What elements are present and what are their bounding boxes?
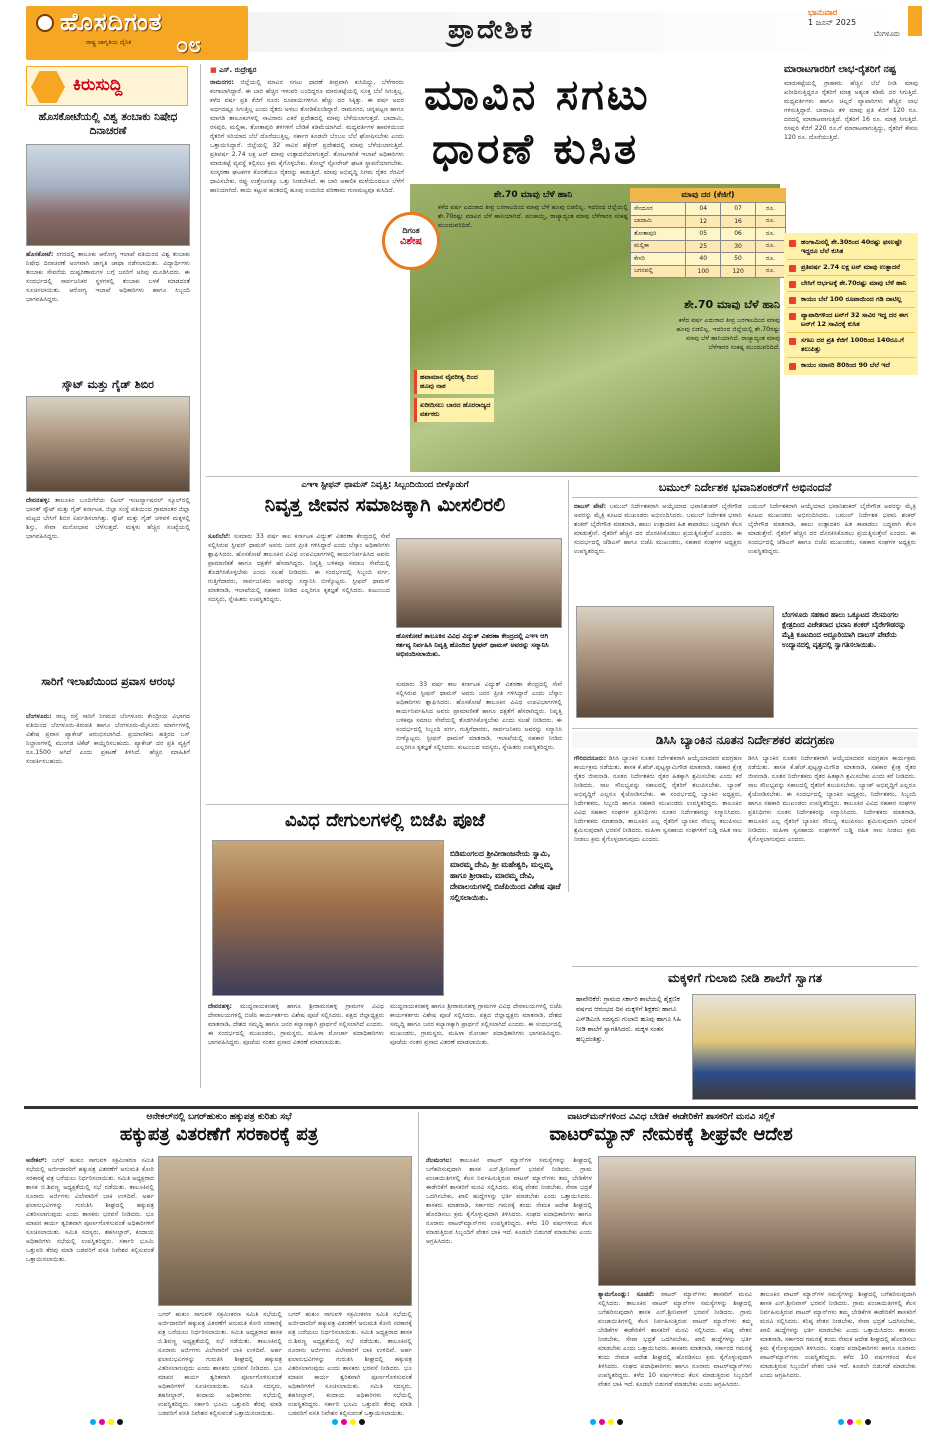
rate-cell: ರೂ. xyxy=(755,240,785,253)
story-body: ದೇವನಹಳ್ಳಿ: ತಾಲೂಕಿನ ಬೂದಿಗೆರೆಯ ಲಿಟಲ್ ಇಂಟರ್ನ್ಯಾಷನಲ್ ಸ್ಕೂಲ್‌ನಲ್ಲಿ ಭಾರತ್ ಸ್ಕೌಟ್ ಮತ್ತು ಗೈಡ್ ಕರ್ನಾಟಕ, ಜಿಲ್ಲಾ ಸಂಸ್ಥೆ ವತಿಯಿಂದ ಗ್ರಾಮಾಂತರ ಜಿಲ್ಲಾ ಮಟ್ಟದ ಬೇಸಿಗೆ ಶಿಬಿರ ಏರ್ಪಡಿಸಲಾಗಿತ್ತು. ಸ್ಕೌಟ್ ಮತ್ತು ಗೈಡ್ ಚಳವಳಿ ಮಕ್ಕಳಲ್ಲಿ ಶಿಸ್ತು, ಸೇವಾ ಮನೋಭಾವ ಬೆಳೆಸುತ್ತದೆ. ಮಕ್ಕಳು ಹೆಚ್ಚಿನ ಸಂಖ್ಯೆಯಲ್ಲಿ ಭಾಗವಹಿಸಿದ್ದರು. xyxy=(26,497,190,540)
tag-item: ಹವಾಮಾನ ವೈಪರೀತ್ಯ ದಿಂದ ಹೂವು ನಾಶ xyxy=(414,370,494,394)
retire-headline: ನಿವೃತ್ತ ಜೀವನ ಸಮಾಜಕ್ಕಾಗಿ ಮೀಸಲಿರಲಿ xyxy=(264,494,506,516)
anekal-photo xyxy=(158,1156,412,1306)
rate-table xyxy=(630,188,786,278)
bamul-caption: ಬೆಂಗಳೂರು ಸಹಕಾರ ಹಾಲು ಒಕ್ಕೂಟದ ನೆಲಮಂಗಲ ಕ್ಷೇತ್ರದಿಂದ ವಿಜೇತರಾದ ಭವಾನಿ ಶಂಕರ್ ಬೈರೇಗೌಡರನ್ನು ಮೈತ್ರಿ ಕೂಟದಿಂದ ಅದ್ದೂರಿಯಾಗಿ ದಾಬಸ್ ಪೇಟೆಯ ಉದ್ಯಾನದಲ್ಲಿ ವೃತ್ತದಲ್ಲಿ ಸ್ವಾಗತಿಸಲಾಯಿತು. xyxy=(782,611,906,649)
temple-caption: ಬಿಡಿಮಂಗಲದ ಶ್ರೀವೀರಾಂಜನೇಯ ಸ್ವಾಮಿ, ಮಾರಮ್ಮ ದೇವಿ, ಶ್ರೀ ಮಹೇಶ್ವರಿ, ಮಲ್ಲಮ್ಮ ಹಾಗೂ ಶ್ರೀರಾಮ, ಮಾರಮ್ಮ ದೇವಿ, ದೇವಾಲಯಗಳಲ್ಲಿ ಬಿಜೆಪಿಯಿಂದ ವಿಶೇಷ ಪೂಜೆ ಸಲ್ಲಿಸಲಾಯಿತು. xyxy=(450,849,561,902)
registration-marks xyxy=(838,1410,874,1429)
anekal-body-cont2: ಬಗರ್ ಹುಕುಂ ಸಾಗುವಳಿ ಸಕ್ರಮೀಕರಣ ಸಮಿತಿ ಸಭೆಯಲ್ಲಿ ಅರ್ಜಿದಾರರಿಗೆ ಹಕ್ಕುಪತ್ರ ವಿತರಣೆಗೆ ಅನುಮತಿ ಕೋರಿ ಸರಕಾರಕ್ಕೆ ಪತ್ರ ಬರೆಯಲು ನಿರ್ಧರಿಸಲಾಯಿತು. ಸಮಿತಿ ಅಧ್ಯಕ್ಷರಾದ ಶಾಸಕ ಬಿ.ಶಿವಣ್ಣ ಅಧ್ಯಕ್ಷತೆಯಲ್ಲಿ ಸಭೆ ನಡೆಯಿತು. ತಾಲೂಕಿನಲ್ಲಿ ನೂರಾರು ಅರ್ಜಿಗಳು ವಿಲೇವಾರಿಗೆ ಬಾಕಿ ಉಳಿದಿವೆ. ಅರ್ಹ ಫಲಾನುಭವಿಗಳನ್ನು ಗುರುತಿಸಿ ಶೀಘ್ರದಲ್ಲಿ ಹಕ್ಕುಪತ್ರ ವಿತರಿಸಲಾಗುವುದು ಎಂದು ಶಾಸಕರು ಭರವಸೆ ನೀಡಿದರು. ಭೂ ಮಾಪನ ಕಾರ್ಯ ತ್ವರಿತವಾಗಿ ಪೂರ್ಣಗೊಳಿಸುವಂತೆ ಅಧಿಕಾರಿಗಳಿಗೆ ಸೂಚಿಸಲಾಯಿತು. ಸಮಿತಿ ಸದಸ್ಯರು, ತಹಸೀಲ್ದಾರ್, ಕಂದಾಯ ಅಧಿಕಾರಿಗಳು ಸಭೆಯಲ್ಲಿ ಉಪಸ್ಥಿತರಿದ್ದರು. ಸರ್ಕಾರಿ ಭೂಮಿ ಒತ್ತುವರಿ ತೆರವು ಮಾಡಿ ಬಡವರಿಗೆ ವಸತಿ ನಿವೇಶನ ಕಲ್ಪಿಸುವಂತೆ ಒತ್ತಾಯಿಸಲಾಯಿತು. xyxy=(288,1311,412,1417)
rate-cell: ಸೇಂದೂರ xyxy=(631,203,686,216)
registration-marks xyxy=(90,1410,126,1429)
date: 1 ಜೂನ್ 2025 xyxy=(808,18,857,27)
waterman-photo xyxy=(598,1156,916,1286)
kids-caption: ಹಾವೇರಿಕೆರೆ: ಗ್ರಾಮದ ಸರ್ಕಾರಿ ಶಾಲೆಯಲ್ಲಿ ಶೈಕ್ಷಣಿಕ ವರ್ಷದ ಆರಂಭದ ದಿನ ಮಕ್ಕಳಿಗೆ ಶಿಕ್ಷಕರು ಹಾಗೂ ಎಸ್‌ಡಿಎಂಸಿ ಸದಸ್ಯರು ಗುಲಾಬಿ ಹೂವು ಹಾಗೂ ಸಿಹಿ ನೀಡಿ ಶಾಲೆಗೆ ಸ್ವಾಗತಿಸಿದರು. ಮಕ್ಕಳ ಸಂತಸ ಹಬ್ಬದಂತಿತ್ತು. xyxy=(576,995,681,1043)
city: ಬೆಂಗಳೂರು xyxy=(873,30,900,38)
rate-row xyxy=(631,215,786,228)
temple-photo xyxy=(212,840,444,996)
fact-bullet: ಕಾಯಂ ಸರಾಸರಿ 80ರಿಂದ 90 ಬೆಲೆ ಇದೆ xyxy=(787,358,915,373)
rate-row xyxy=(631,203,786,216)
divider xyxy=(206,476,918,477)
page-number: ೦೮ xyxy=(176,33,201,58)
waterman-body: ನೆಲಮಂಗಲ: ತಾಲೂಕಿನ ವಾಟರ್ ಮ್ಯಾನ್‌ಗಳ ಸಮಸ್ಯೆಗಳನ್ನು ಶೀಘ್ರದಲ್ಲಿ ಬಗೆಹರಿಸುವುದಾಗಿ ಶಾಸಕ ಎನ್.ಶ್ರೀನಿವಾಸ್ ಭರವಸೆ ನೀಡಿದರು. ಗ್ರಾಮ ಪಂಚಾಯಿತಿಗಳಲ್ಲಿ ಕೆಲಸ ನಿರ್ವಹಿಸುತ್ತಿರುವ ವಾಟರ್ ಮ್ಯಾನ್‌ಗಳು ತಮ್ಮ ಬೇಡಿಕೆಗಳ ಈಡೇರಿಕೆಗೆ ಶಾಸಕರಿಗೆ ಮನವಿ ಸಲ್ಲಿಸಿದರು. ಕನಿಷ್ಠ ವೇತನ ನೀಡಬೇಕು, ಸೇವಾ ಭದ್ರತೆ ಒದಗಿಸಬೇಕು, ಖಾಲಿ ಹುದ್ದೆಗಳನ್ನು ಭರ್ತಿ ಮಾಡಬೇಕು ಎಂದು ಒತ್ತಾಯಿಸಿದರು. ಶಾಸಕರು ಮಾತನಾಡಿ, ಸರ್ಕಾರದ ಗಮನಕ್ಕೆ ತಂದು ನೇಮಕ ಆದೇಶ ಶೀಘ್ರದಲ್ಲಿ ಹೊರಡಿಸಲು ಕ್ರಮ ಕೈಗೊಳ್ಳುವುದಾಗಿ ತಿಳಿಸಿದರು. ಸಂಘದ ಪದಾಧಿಕಾರಿಗಳು ಹಾಗೂ ನೂರಾರು ವಾಟರ್‌ಮ್ಯಾನ್‌ಗಳು ಉಪಸ್ಥಿತರಿದ್ದರು. ಕಳೆದ 10 ವರ್ಷಗಳಿಂದ ಕೆಲಸ ಮಾಡುತ್ತಿರುವ ಸಿಬ್ಬಂದಿಗೆ ವೇತನ ಬಾಕಿ ಇದೆ. ಕೂಡಲೇ ಬಿಡುಗಡೆ ಮಾಡಬೇಕು ಎಂದು ಆಗ್ರಹಿಸಿದರು. xyxy=(426,1157,593,1245)
brand-tagline: ರಾಷ್ಟ್ರ ಜಾಗೃತಿಯ ದೈನಿಕ xyxy=(86,39,132,46)
rate-cell: 120 xyxy=(721,265,756,278)
story-headline: ಸಾರಿಗೆ ಇಲಾಖೆಯಿಂದ ಪ್ರವಾಸ ಆರಂಭ xyxy=(41,675,175,688)
rate-cell: 100 xyxy=(686,265,721,278)
waterman-story xyxy=(424,1112,918,1408)
waterman-caption: ತ್ಯಾಮಗೊಂಡ್ಲು: ಸೂಚನೆ: ವಾಟರ್ ಮ್ಯಾನ್‌ಗಳು ಶಾಸಕರಿಗೆ ಮನವಿ ಸಲ್ಲಿಸಿದರು. ತಾಲೂಕಿನ ವಾಟರ್ ಮ್ಯಾನ್‌ಗಳ ಸಮಸ್ಯೆಗಳನ್ನು ಶೀಘ್ರದಲ್ಲಿ ಬಗೆಹರಿಸುವುದಾಗಿ ಶಾಸಕ ಎನ್.ಶ್ರೀನಿವಾಸ್ ಭರವಸೆ ನೀಡಿದರು. ಗ್ರಾಮ ಪಂಚಾಯಿತಿಗಳಲ್ಲಿ ಕೆಲಸ ನಿರ್ವಹಿಸುತ್ತಿರುವ ವಾಟರ್ ಮ್ಯಾನ್‌ಗಳು ತಮ್ಮ ಬೇಡಿಕೆಗಳ ಈಡೇರಿಕೆಗೆ ಶಾಸಕರಿಗೆ ಮನವಿ ಸಲ್ಲಿಸಿದರು. ಕನಿಷ್ಠ ವೇತನ ನೀಡಬೇಕು, ಸೇವಾ ಭದ್ರತೆ ಒದಗಿಸಬೇಕು, ಖಾಲಿ ಹುದ್ದೆಗಳನ್ನು ಭರ್ತಿ ಮಾಡಬೇಕು ಎಂದು ಒತ್ತಾಯಿಸಿದರು. ಶಾಸಕರು ಮಾತನಾಡಿ, ಸರ್ಕಾರದ ಗಮನಕ್ಕೆ ತಂದು ನೇಮಕ ಆದೇಶ ಶೀಘ್ರದಲ್ಲಿ ಹೊರಡಿಸಲು ಕ್ರಮ ಕೈಗೊಳ್ಳುವುದಾಗಿ ತಿಳಿಸಿದರು. ಸಂಘದ ಪದಾಧಿಕಾರಿಗಳು ಹಾಗೂ ನೂರಾರು ವಾಟರ್‌ಮ್ಯಾನ್‌ಗಳು ಉಪಸ್ಥಿತರಿದ್ದರು. ಕಳೆದ 10 ವರ್ಷಗಳಿಂದ ಕೆಲಸ ಮಾಡುತ್ತಿರುವ ಸಿಬ್ಬಂದಿಗೆ ವೇತನ ಬಾಕಿ ಇದೆ. ಕೂಡಲೇ ಬಿಡುಗಡೆ ಮಾಡಬೇಕು ಎಂದು ಆಗ್ರಹಿಸಿದರು. xyxy=(598,1291,753,1388)
story-photo xyxy=(26,144,190,246)
rate-cell: ರೂ. xyxy=(755,253,785,266)
rate-cell: ರೂ. xyxy=(755,265,785,278)
bamul-body-cont: ಬಮುಲ್ ನಿರ್ದೇಶಕರಾಗಿ ಆಯ್ಕೆಯಾದ ಭವಾನಿಶಂಕರ್ ಬೈರೇಗೌಡ ಅವರನ್ನು ಮೈತ್ರಿ ಕೂಟದ ಮುಖಂಡರು ಅಭಿನಂದಿಸಿದರು. ಬಮುಲ್ ನಿರ್ದೇಶಕ ಭವಾನಿ ಶಂಕರ್ ಬೈರೇಗೌಡ ಮಾತನಾಡಿ, ಹಾಲು ಉತ್ಪಾದಕರ ಹಿತ ಕಾಪಾಡಲು ಬದ್ಧವಾಗಿ ಕೆಲಸ ಮಾಡುತ್ತೇನೆ. ರೈತರಿಗೆ ಹೆಚ್ಚಿನ ದರ ದೊರಕಿಸಿಕೊಡಲು ಪ್ರಯತ್ನಿಸುತ್ತೇನೆ ಎಂದರು. ಈ ಸಂದರ್ಭದಲ್ಲಿ ಜೆಡಿಎಸ್ ಹಾಗೂ ಬಿಜೆಪಿ ಮುಖಂಡರು, ಸಹಕಾರ ಸಂಘಗಳ ಅಧ್ಯಕ್ಷರು ಉಪಸ್ಥಿತರಿದ್ದರು. xyxy=(748,503,916,555)
retire-story xyxy=(206,480,564,800)
dcc-body: ಗೌರಿಬಿದನೂರು: ಡಿಸಿಸಿ ಬ್ಯಾಂಕಿನ ನೂತನ ನಿರ್ದೇಶಕರಾಗಿ ಆಯ್ಕೆಯಾದವರ ಪದಗ್ರಹಣ ಕಾರ್ಯಕ್ರಮ ನಡೆಯಿತು. ಶಾಸಕ ಕೆ.ಹೆಚ್.ಪುಟ್ಟಸ್ವಾಮಿಗೌಡ ಮಾತನಾಡಿ, ಸಹಕಾರ ಕ್ಷೇತ್ರ ರೈತರ ಜೀವನಾಡಿ. ನೂತನ ನಿರ್ದೇಶಕರು ರೈತರ ಹಿತಕ್ಕಾಗಿ ಶ್ರಮಿಸಬೇಕು ಎಂದು ಕರೆ ನೀಡಿದರು. ಸಾಲ ಸೌಲಭ್ಯವನ್ನು ಸಕಾಲದಲ್ಲಿ ರೈತರಿಗೆ ತಲುಪಿಸಬೇಕು. ಬ್ಯಾಂಕ್ ಅಭಿವೃದ್ಧಿಗೆ ಎಲ್ಲರೂ ಕೈಜೋಡಿಸಬೇಕು. ಈ ಸಂದರ್ಭದಲ್ಲಿ ಬ್ಯಾಂಕಿನ ಅಧ್ಯಕ್ಷರು, ನಿರ್ದೇಶಕರು, ಸಿಬ್ಬಂದಿ ಹಾಗೂ ಸಹಕಾರಿ ಮುಖಂಡರು ಉಪಸ್ಥಿತರಿದ್ದರು. ತಾಲೂಕಿನ ವಿವಿಧ ಸಹಕಾರ ಸಂಘಗಳ ಪ್ರತಿನಿಧಿಗಳು ನೂತನ ನಿರ್ದೇಶಕರನ್ನು ಸನ್ಮಾನಿಸಿದರು. ನಿರ್ದೇಶಕರು ಮಾತನಾಡಿ, ತಾಲೂಕಿನ ಎಲ್ಲ ರೈತರಿಗೆ ಬ್ಯಾಂಕಿನ ಸೌಲಭ್ಯ ತಲುಪಿಸಲು ಶ್ರಮಿಸುವುದಾಗಿ ಭರವಸೆ ನೀಡಿದರು. ಮಹಿಳಾ ಸ್ವಸಹಾಯ ಸಂಘಗಳಿಗೆ ಬಡ್ಡಿ ರಹಿತ ಸಾಲ ನೀಡಲು ಕ್ರಮ ಕೈಗೊಳ್ಳಲಾಗುವುದು ಎಂದರು. xyxy=(574,755,742,843)
rate-cell: 06 xyxy=(721,228,756,241)
masthead-date-block xyxy=(800,8,900,56)
temple-headline: ವಿವಿಧ ದೇಗುಲಗಳಲ್ಲಿ ಬಿಜೆಪಿ ಪೂಜೆ xyxy=(284,810,486,831)
anekal-headline: ಹಕ್ಕುಪತ್ರ ವಿತರಣೆಗೆ ಸರಕಾರಕ್ಕೆ ಪತ್ರ xyxy=(119,1124,319,1145)
retire-photo xyxy=(396,538,562,628)
subhead: ಶೇ.70 ಮಾವು ಬೆಳೆ ಹಾನಿ xyxy=(493,190,573,200)
bamul-photo xyxy=(576,606,774,718)
section-title: ಪ್ರಾದೇಶಿಕ xyxy=(448,15,535,45)
rate-cell: ರೂ. xyxy=(755,215,785,228)
right-body: ಮಾರುಕಟ್ಟೆಯಲ್ಲಿ ಗ್ರಾಹಕರು ಹೆಚ್ಚಿನ ಬೆಲೆ ನೀಡಿ ಮಾವು ಖರೀದಿಸುತ್ತಿದ್ದರೂ ರೈತರಿಗೆ ಮಾತ್ರ ಅತ್ಯಂತ ಕಡಿಮೆ ದರ ಸಿಗುತ್ತಿದೆ. ಮಧ್ಯವರ್ತಿಗಳು ಹಾಗೂ ಚಿಲ್ಲರೆ ವ್ಯಾಪಾರಿಗಳು ಹೆಚ್ಚಿನ ಲಾಭ ಗಳಿಸುತ್ತಿದ್ದಾರೆ. ಬಾದಾಮಿ ತಳಿ ಮಾವು ಪ್ರತಿ ಕೆಜಿಗೆ 120 ರೂ. ದರದಲ್ಲಿ ಮಾರಾಟವಾಗುತ್ತಿದೆ. ರೈತರಿಗೆ 16 ರೂ. ಮಾತ್ರ ಸಿಗುತ್ತಿದೆ. ರಸಪುರಿ ಕೆಜಿಗೆ 220 ರೂ.ಗೆ ಮಾರಾಟವಾಗುತ್ತಿದ್ದು, ರೈತರಿಗೆ ಕೇವಲ 120 ರೂ. ದೊರೆಯುತ್ತಿದೆ. xyxy=(784,80,918,141)
divider xyxy=(572,728,918,729)
kids-headline: ಮಕ್ಕಳಿಗೆ ಗುಲಾಬಿ ನೀಡಿ ಶಾಲೆಗೆ ಸ್ವಾಗತ xyxy=(667,970,823,985)
anekal-body-cont: ಬಗರ್ ಹುಕುಂ ಸಾಗುವಳಿ ಸಕ್ರಮೀಕರಣ ಸಮಿತಿ ಸಭೆಯಲ್ಲಿ ಅರ್ಜಿದಾರರಿಗೆ ಹಕ್ಕುಪತ್ರ ವಿತರಣೆಗೆ ಅನುಮತಿ ಕೋರಿ ಸರಕಾರಕ್ಕೆ ಪತ್ರ ಬರೆಯಲು ನಿರ್ಧರಿಸಲಾಯಿತು. ಸಮಿತಿ ಅಧ್ಯಕ್ಷರಾದ ಶಾಸಕ ಬಿ.ಶಿವಣ್ಣ ಅಧ್ಯಕ್ಷತೆಯಲ್ಲಿ ಸಭೆ ನಡೆಯಿತು. ತಾಲೂಕಿನಲ್ಲಿ ನೂರಾರು ಅರ್ಜಿಗಳು ವಿಲೇವಾರಿಗೆ ಬಾಕಿ ಉಳಿದಿವೆ. ಅರ್ಹ ಫಲಾನುಭವಿಗಳನ್ನು ಗುರುತಿಸಿ ಶೀಘ್ರದಲ್ಲಿ ಹಕ್ಕುಪತ್ರ ವಿತರಿಸಲಾಗುವುದು ಎಂದು ಶಾಸಕರು ಭರವಸೆ ನೀಡಿದರು. ಭೂ ಮಾಪನ ಕಾರ್ಯ ತ್ವರಿತವಾಗಿ ಪೂರ್ಣಗೊಳಿಸುವಂತೆ ಅಧಿಕಾರಿಗಳಿಗೆ ಸೂಚಿಸಲಾಯಿತು. ಸಮಿತಿ ಸದಸ್ಯರು, ತಹಸೀಲ್ದಾರ್, ಕಂದಾಯ ಅಧಿಕಾರಿಗಳು ಸಭೆಯಲ್ಲಿ ಉಪಸ್ಥಿತರಿದ್ದರು. ಸರ್ಕಾರಿ ಭೂಮಿ ಒತ್ತುವರಿ ತೆರವು ಮಾಡಿ ಬಡವರಿಗೆ ವಸತಿ ನಿವೇಶನ ಕಲ್ಪಿಸುವಂತೆ ಒತ್ತಾಯಿಸಲಾಯಿತು. xyxy=(158,1311,282,1417)
divider xyxy=(200,64,201,1088)
rate-cell: ತೋತಾಪುರಿ xyxy=(631,228,686,241)
rate-table-title: ಮಾವು ದರ (ಕೆಜಿಗೆ) xyxy=(630,188,786,202)
corner-tab xyxy=(908,6,922,36)
kids-photo xyxy=(692,994,916,1100)
rate-row xyxy=(631,265,786,278)
badge-label: ವಿಶೇಷ xyxy=(399,236,422,247)
fact-bullet: ಕಾಯಂ ಬೆಲೆ 100 ರೂಪಾಯಿಂದ ಗಡಿ ದಾಟಿಲ್ಲ xyxy=(787,292,915,308)
rate-row xyxy=(631,228,786,241)
mango-headline-line2: ಧಾರಣೆ ಕುಸಿತ xyxy=(432,124,640,173)
rate-cell: 50 xyxy=(721,253,756,266)
rate-cell: 07 xyxy=(721,203,756,216)
anekal-body: ಆನೇಕಲ್: ಬಗರ್ ಹುಕುಂ ಸಾಗುವಳಿ ಸಕ್ರಮೀಕರಣ ಸಮಿತಿ ಸಭೆಯಲ್ಲಿ ಅರ್ಜಿದಾರರಿಗೆ ಹಕ್ಕುಪತ್ರ ವಿತರಣೆಗೆ ಅನುಮತಿ ಕೋರಿ ಸರಕಾರಕ್ಕೆ ಪತ್ರ ಬರೆಯಲು ನಿರ್ಧರಿಸಲಾಯಿತು. ಸಮಿತಿ ಅಧ್ಯಕ್ಷರಾದ ಶಾಸಕ ಬಿ.ಶಿವಣ್ಣ ಅಧ್ಯಕ್ಷತೆಯಲ್ಲಿ ಸಭೆ ನಡೆಯಿತು. ತಾಲೂಕಿನಲ್ಲಿ ನೂರಾರು ಅರ್ಜಿಗಳು ವಿಲೇವಾರಿಗೆ ಬಾಕಿ ಉಳಿದಿವೆ. ಅರ್ಹ ಫಲಾನುಭವಿಗಳನ್ನು ಗುರುತಿಸಿ ಶೀಘ್ರದಲ್ಲಿ ಹಕ್ಕುಪತ್ರ ವಿತರಿಸಲಾಗುವುದು ಎಂದು ಶಾಸಕರು ಭರವಸೆ ನೀಡಿದರು. ಭೂ ಮಾಪನ ಕಾರ್ಯ ತ್ವರಿತವಾಗಿ ಪೂರ್ಣಗೊಳಿಸುವಂತೆ ಅಧಿಕಾರಿಗಳಿಗೆ ಸೂಚಿಸಲಾಯಿತು. ಸಮಿತಿ ಸದಸ್ಯರು, ತಹಸೀಲ್ದಾರ್, ಕಂದಾಯ ಅಧಿಕಾರಿಗಳು ಸಭೆಯಲ್ಲಿ ಉಪಸ್ಥಿತರಿದ್ದರು. ಸರ್ಕಾರಿ ಭೂಮಿ ಒತ್ತುವರಿ ತೆರವು ಮಾಡಿ ಬಡವರಿಗೆ ವಸತಿ ನಿವೇಶನ ಕಲ್ಪಿಸುವಂತೆ ಒತ್ತಾಯಿಸಲಾಯಿತು. xyxy=(26,1157,154,1263)
digantha-vishesha-badge xyxy=(382,212,440,270)
rate-table-grid xyxy=(630,202,786,278)
rate-cell: ಕೇಸರಿ xyxy=(631,253,686,266)
anekal-story xyxy=(24,1112,414,1417)
rate-cell: 16 xyxy=(721,215,756,228)
divider xyxy=(418,1112,419,1408)
rate-cell: ಬಗನಪಲ್ಲಿ xyxy=(631,265,686,278)
registration-marks xyxy=(590,1410,626,1429)
kirusuddi-label: ಕಿರುಸುದ್ದಿ xyxy=(73,75,123,95)
mango-story xyxy=(206,64,918,472)
fact-bullet: ವ್ಯಾಪಾರಿಗಳಿಂದ ಟನ್‌ಗೆ 32 ಸಾವಿರ ಇದ್ದ ದರ ಈಗ ಟನ್‌ಗೆ 12 ಸಾವಿರಕ್ಕೆ ಕುಸಿತ xyxy=(787,308,915,333)
story-body: ಬೆಂಗಳೂರು: ರಾಜ್ಯ ರಸ್ತೆ ಸಾರಿಗೆ ನಿಗಮದ ಬೆಂಗಳೂರು ಕೇಂದ್ರೀಯ ವಿಭಾಗದ ವತಿಯಿಂದ ಬೆಂಗಳೂರು-ತಿರುಪತಿ ಹಾಗೂ ಬೆಂಗಳೂರು-ಮೈಸೂರು ಮಾರ್ಗಗಳಲ್ಲಿ ವಿಶೇಷ ಪ್ರವಾಸ ಪ್ಯಾಕೇಜ್ ಆರಂಭಿಸಲಾಗಿದೆ. ಪ್ರಯಾಣಿಕರು ಹತ್ತಿರದ ಬಸ್ ನಿಲ್ದಾಣಗಳಲ್ಲಿ ಮುಂಗಡ ಟಿಕೆಟ್ ಕಾಯ್ದಿರಿಸಬಹುದು. ಪ್ಯಾಕೇಜ್ ದರ ಪ್ರತಿ ವ್ಯಕ್ತಿಗೆ ರೂ.1500 ಆಗಿದೆ ಎಂದು ಪ್ರಕಟಣೆ ತಿಳಿಸಿದೆ. ಹೆಚ್ಚಿನ ಮಾಹಿತಿಗೆ ಸಂಪರ್ಕಿಸಬಹುದು. xyxy=(26,713,190,765)
waterman-body-cont: ತಾಲೂಕಿನ ವಾಟರ್ ಮ್ಯಾನ್‌ಗಳ ಸಮಸ್ಯೆಗಳನ್ನು ಶೀಘ್ರದಲ್ಲಿ ಬಗೆಹರಿಸುವುದಾಗಿ ಶಾಸಕ ಎನ್.ಶ್ರೀನಿವಾಸ್ ಭರವಸೆ ನೀಡಿದರು. ಗ್ರಾಮ ಪಂಚಾಯಿತಿಗಳಲ್ಲಿ ಕೆಲಸ ನಿರ್ವಹಿಸುತ್ತಿರುವ ವಾಟರ್ ಮ್ಯಾನ್‌ಗಳು ತಮ್ಮ ಬೇಡಿಕೆಗಳ ಈಡೇರಿಕೆಗೆ ಶಾಸಕರಿಗೆ ಮನವಿ ಸಲ್ಲಿಸಿದರು. ಕನಿಷ್ಠ ವೇತನ ನೀಡಬೇಕು, ಸೇವಾ ಭದ್ರತೆ ಒದಗಿಸಬೇಕು, ಖಾಲಿ ಹುದ್ದೆಗಳನ್ನು ಭರ್ತಿ ಮಾಡಬೇಕು ಎಂದು ಒತ್ತಾಯಿಸಿದರು. ಶಾಸಕರು ಮಾತನಾಡಿ, ಸರ್ಕಾರದ ಗಮನಕ್ಕೆ ತಂದು ನೇಮಕ ಆದೇಶ ಶೀಘ್ರದಲ್ಲಿ ಹೊರಡಿಸಲು ಕ್ರಮ ಕೈಗೊಳ್ಳುವುದಾಗಿ ತಿಳಿಸಿದರು. ಸಂಘದ ಪದಾಧಿಕಾರಿಗಳು ಹಾಗೂ ನೂರಾರು ವಾಟರ್‌ಮ್ಯಾನ್‌ಗಳು ಉಪಸ್ಥಿತರಿದ್ದರು. ಕಳೆದ 10 ವರ್ಷಗಳಿಂದ ಕೆಲಸ ಮಾಡುತ್ತಿರುವ ಸಿಬ್ಬಂದಿಗೆ ವೇತನ ಬಾಕಿ ಇದೆ. ಕೂಡಲೇ ಬಿಡುಗಡೆ ಮಾಡಬೇಕು ಎಂದು ಆಗ್ರಹಿಸಿದರು. xyxy=(760,1291,916,1379)
bamul-body: ದಾಬಸ್ ಪೇಟೆ: ಬಮುಲ್ ನಿರ್ದೇಶಕರಾಗಿ ಆಯ್ಕೆಯಾದ ಭವಾನಿಶಂಕರ್ ಬೈರೇಗೌಡ ಅವರನ್ನು ಮೈತ್ರಿ ಕೂಟದ ಮುಖಂಡರು ಅಭಿನಂದಿಸಿದರು. ಬಮುಲ್ ನಿರ್ದೇಶಕ ಭವಾನಿ ಶಂಕರ್ ಬೈರೇಗೌಡ ಮಾತನಾಡಿ, ಹಾಲು ಉತ್ಪಾದಕರ ಹಿತ ಕಾಪಾಡಲು ಬದ್ಧವಾಗಿ ಕೆಲಸ ಮಾಡುತ್ತೇನೆ. ರೈತರಿಗೆ ಹೆಚ್ಚಿನ ದರ ದೊರಕಿಸಿಕೊಡಲು ಪ್ರಯತ್ನಿಸುತ್ತೇನೆ ಎಂದರು. ಈ ಸಂದರ್ಭದಲ್ಲಿ ಜೆಡಿಎಸ್ ಹಾಗೂ ಬಿಜೆಪಿ ಮುಖಂಡರು, ಸಹಕಾರ ಸಂಘಗಳ ಅಧ್ಯಕ್ಷರು ಉಪಸ್ಥಿತರಿದ್ದರು. xyxy=(574,503,742,555)
rate-cell: ರೂ. xyxy=(755,228,785,241)
bamul-story xyxy=(572,480,918,726)
rate-cell: ರೂ. xyxy=(755,203,785,216)
left-column xyxy=(24,64,196,1084)
masthead xyxy=(0,0,945,62)
kirusuddi-badge xyxy=(26,66,188,106)
rate-cell: 12 xyxy=(686,215,721,228)
tag-box xyxy=(414,370,494,422)
subhead-body: ಕಳೆದ ವರ್ಷ ಎದುರಾದ ತೀವ್ರ ಬರಗಾಲದಿಂದ ಮಾವು ಬೆಳೆ ಹೂವು ಬಿಡಲಿಲ್ಲ. ಇದರಿಂದ ಜಿಲ್ಲೆಯಲ್ಲಿ ಶೇ.70ರಷ್ಟು ಮಾವಿನ ಬೆಳೆ ಹಾನಿಯಾಗಿದೆ. ಪಂಚಾಯ್ತಿ, ರಾಜ್ಯಾದ್ಯಂತ ಮಾವು ಬೆಳೆಗಾರರ ಸಂಕಷ್ಟ ಮುಂದುವರಿದಿದೆ. xyxy=(438,204,628,229)
section-band xyxy=(248,12,896,52)
side-quote xyxy=(674,298,780,470)
rate-row xyxy=(631,240,786,253)
divider xyxy=(568,480,569,892)
anekal-kicker: ಆನೇಕಲ್‌ನಲ್ಲಿ ಬಗರ್‌ಹುಕುಂ ಹಕ್ಕುಪತ್ರ ಕುರಿತು ಸಭೆ xyxy=(146,1112,292,1122)
kids-story xyxy=(572,968,918,1104)
divider xyxy=(572,966,918,967)
retire-kicker: ಎಇಇ ಸ್ಟೀಫನ್ ಥಾಮಸ್ ನಿವೃತ್ತಿ: ಸಿಬ್ಬಂದಿಯಿಂದ ಬೀಳ್ಕೊಡುಗೆ xyxy=(301,480,469,490)
dcc-body-cont: ಡಿಸಿಸಿ ಬ್ಯಾಂಕಿನ ನೂತನ ನಿರ್ದೇಶಕರಾಗಿ ಆಯ್ಕೆಯಾದವರ ಪದಗ್ರಹಣ ಕಾರ್ಯಕ್ರಮ ನಡೆಯಿತು. ಶಾಸಕ ಕೆ.ಹೆಚ್.ಪುಟ್ಟಸ್ವಾಮಿಗೌಡ ಮಾತನಾಡಿ, ಸಹಕಾರ ಕ್ಷೇತ್ರ ರೈತರ ಜೀವನಾಡಿ. ನೂತನ ನಿರ್ದೇಶಕರು ರೈತರ ಹಿತಕ್ಕಾಗಿ ಶ್ರಮಿಸಬೇಕು ಎಂದು ಕರೆ ನೀಡಿದರು. ಸಾಲ ಸೌಲಭ್ಯವನ್ನು ಸಕಾಲದಲ್ಲಿ ರೈತರಿಗೆ ತಲುಪಿಸಬೇಕು. ಬ್ಯಾಂಕ್ ಅಭಿವೃದ್ಧಿಗೆ ಎಲ್ಲರೂ ಕೈಜೋಡಿಸಬೇಕು. ಈ ಸಂದರ್ಭದಲ್ಲಿ ಬ್ಯಾಂಕಿನ ಅಧ್ಯಕ್ಷರು, ನಿರ್ದೇಶಕರು, ಸಿಬ್ಬಂದಿ ಹಾಗೂ ಸಹಕಾರಿ ಮುಖಂಡರು ಉಪಸ್ಥಿತರಿದ್ದರು. ತಾಲೂಕಿನ ವಿವಿಧ ಸಹಕಾರ ಸಂಘಗಳ ಪ್ರತಿನಿಧಿಗಳು ನೂತನ ನಿರ್ದೇಶಕರನ್ನು ಸನ್ಮಾನಿಸಿದರು. ನಿರ್ದೇಶಕರು ಮಾತನಾಡಿ, ತಾಲೂಕಿನ ಎಲ್ಲ ರೈತರಿಗೆ ಬ್ಯಾಂಕಿನ ಸೌಲಭ್ಯ ತಲುಪಿಸಲು ಶ್ರಮಿಸುವುದಾಗಿ ಭರವಸೆ ನೀಡಿದರು. ಮಹಿಳಾ ಸ್ವಸಹಾಯ ಸಂಘಗಳಿಗೆ ಬಡ್ಡಿ ರಹಿತ ಸಾಲ ನೀಡಲು ಕ್ರಮ ಕೈಗೊಳ್ಳಲಾಗುವುದು ಎಂದರು. xyxy=(748,755,916,843)
brand-logo-icon xyxy=(36,14,54,32)
dcc-headline: ಡಿಸಿಸಿ ಬ್ಯಾಂಕಿನ ನೂತನ ನಿರ್ದೇಶಕರ ಪದಗ್ರಹಣ xyxy=(572,732,918,748)
divider xyxy=(206,804,568,805)
fact-bullet: ಬೇಸಿಗೆ ಆರ್ಭಟಕ್ಕೆ ಶೇ.70ರಷ್ಟು ಮಾವು ಬೆಳೆ ಹಾನಿ xyxy=(787,276,915,292)
temple-story xyxy=(206,808,564,1104)
reporter: ■ ಎಸ್. ರುದ್ರೇಶ್ವರ xyxy=(210,66,257,74)
temple-body: ದೇವನಹಳ್ಳಿ: ಮುದ್ದನಾಯಕನಹಳ್ಳಿ ಹಾಗೂ ಶ್ರೀರಾಮನಹಳ್ಳಿ ಗ್ರಾಮಗಳ ವಿವಿಧ ದೇವಾಲಯಗಳಲ್ಲಿ ಬಿಜೆಪಿ ಕಾರ್ಯಕರ್ತರು ವಿಶೇಷ ಪೂಜೆ ಸಲ್ಲಿಸಿದರು. ಪಕ್ಷದ ಜಿಲ್ಲಾಧ್ಯಕ್ಷರು ಮಾತನಾಡಿ, ದೇಶದ ಸಮೃದ್ಧಿ ಹಾಗೂ ಜನರ ಕಲ್ಯಾಣಕ್ಕಾಗಿ ಪ್ರಾರ್ಥನೆ ಸಲ್ಲಿಸಲಾಗಿದೆ ಎಂದರು. ಈ ಸಂದರ್ಭದಲ್ಲಿ ಮುಖಂಡರು, ಗ್ರಾಮಸ್ಥರು, ಮಹಿಳಾ ಮೋರ್ಚಾ ಪದಾಧಿಕಾರಿಗಳು ಭಾಗವಹಿಸಿದ್ದರು. ಪೂಜೆಯ ನಂತರ ಪ್ರಸಾದ ವಿತರಣೆ ಮಾಡಲಾಯಿತು. xyxy=(208,1003,384,1046)
story-body: ಹೊಸಕೋಟೆ: ನಗರದಲ್ಲಿ ತಾಲೂಕು ಆರೋಗ್ಯ ಇಲಾಖೆ ವತಿಯಿಂದ ವಿಶ್ವ ತಂಬಾಕು ನಿಷೇಧ ದಿನಾಚರಣೆ ಅಂಗವಾಗಿ ಜಾಗೃತಿ ಜಾಥಾ ನಡೆಸಲಾಯಿತು. ವಿದ್ಯಾರ್ಥಿಗಳು ತಂಬಾಕು ಸೇವನೆಯ ದುಷ್ಪರಿಣಾಮಗಳ ಬಗ್ಗೆ ಜನರಿಗೆ ಅರಿವು ಮೂಡಿಸಿದರು. ಈ ಸಂದರ್ಭದಲ್ಲಿ ಸಾರ್ವಜನಿಕರ ಸ್ಥಳಗಳಲ್ಲಿ ತಂಬಾಕು ಬಳಕೆ ಮಾಡದಂತೆ ಸೂಚಿಸಲಾಯಿತು. ಆರೋಗ್ಯ ಇಲಾಖೆ ಅಧಿಕಾರಿಗಳು ಹಾಗೂ ಸಿಬ್ಬಂದಿ ಭಾಗವಹಿಸಿದ್ದರು. xyxy=(26,251,190,303)
rate-cell: 25 xyxy=(686,240,721,253)
mango-right-column xyxy=(784,64,918,472)
side-quote-body: ಕಳೆದ ವರ್ಷ ಎದುರಾದ ತೀವ್ರ ಬರಗಾಲದಿಂದ ಮಾವು ಹೂವು ಬಿಡಲಿಲ್ಲ. ಇದರಿಂದ ಜಿಲ್ಲೆಯಲ್ಲಿ ಶೇ.70ರಷ್ಟು ಮಾವು ಬೆಳೆ ಹಾನಿಯಾಗಿದೆ. ರಾಜ್ಯಾದ್ಯಂತ ಮಾವು ಬೆಳೆಗಾರರ ಸಂಕಷ್ಟ ಮುಂದುವರಿದಿದೆ. xyxy=(676,317,780,351)
rate-row xyxy=(631,253,786,266)
hand-icon xyxy=(31,71,65,103)
mango-headline-line1: ಮಾವಿನ ಸಗಟು xyxy=(424,70,651,119)
dcc-story xyxy=(572,732,918,964)
rate-cell: 30 xyxy=(721,240,756,253)
rate-cell: 40 xyxy=(686,253,721,266)
weekday: ಭಾನುವಾರ xyxy=(808,8,838,18)
mango-subbox xyxy=(438,190,628,260)
tag-item: ಖರೀದಿಸಲು ಬಾರದ ಹೊರರಾಜ್ಯದ ವರ್ತಕರು xyxy=(414,398,494,422)
story-headline: ಹೊಸಕೋಟೆಯಲ್ಲಿ ವಿಶ್ವ ತಂಬಾಕು ನಿಷೇಧ ದಿನಾಚರಣೆ xyxy=(38,111,178,137)
rate-cell: ಬಾದಾಮಿ xyxy=(631,215,686,228)
mango-body: ರಾಮನಗರ: ಜಿಲ್ಲೆಯಲ್ಲಿ ಮಾವಿನ ಸಗಟು ಧಾರಣೆ ತೀವ್ರವಾಗಿ ಕುಸಿದಿದ್ದು, ಬೆಳೆಗಾರರು ಕಂಗಾಲಾಗಿದ್ದಾರೆ. ಈ ಬಾರಿ ಹೆಚ್ಚಿನ ಇಳುವರಿ ಬಂದಿದ್ದರೂ ಮಾರುಕಟ್ಟೆಯಲ್ಲಿ ಸೂಕ್ತ ಬೆಲೆ ಸಿಗುತ್ತಿಲ್ಲ. ಕಳೆದ ವರ್ಷ ಪ್ರತಿ ಕೆಜಿಗೆ ನೂರು ರೂಪಾಯಿಗಳಿಗೂ ಹೆಚ್ಚು ದರ ಸಿಕ್ಕಿತ್ತು. ಈ ವರ್ಷ ಅದರ ಅರ್ಧದಷ್ಟೂ ಸಿಗುತ್ತಿಲ್ಲ ಎಂದು ರೈತರು ಅಳಲು ತೋಡಿಕೊಂಡಿದ್ದಾರೆ. ರಾಮನಗರ, ಚನ್ನಪಟ್ಟಣ ಹಾಗೂ ಮಾಗಡಿ ತಾಲೂಕುಗಳಲ್ಲಿ ಸಾವಿರಾರು ಎಕರೆ ಪ್ರದೇಶದಲ್ಲಿ ಮಾವು ಬೆಳೆಯಲಾಗುತ್ತದೆ. ಬಾದಾಮಿ, ರಸಪುರಿ, ಮಲ್ಲಿಕಾ, ತೋತಾಪುರಿ ತಳಿಗಳಿಗೆ ಬೇಡಿಕೆ ಕಡಿಮೆಯಾಗಿದೆ. ಮಧ್ಯವರ್ತಿಗಳ ಹಾವಳಿಯಿಂದ ರೈತರಿಗೆ ಸರಿಯಾದ ಬೆಲೆ ದೊರೆಯುತ್ತಿಲ್ಲ. ಸರ್ಕಾರ ಕೂಡಲೇ ಬೆಂಬಲ ಬೆಲೆ ಘೋಷಿಸಬೇಕು ಎಂದು ಒತ್ತಾಯಿಸಿದ್ದಾರೆ. ಜಿಲ್ಲೆಯಲ್ಲಿ 32 ಸಾವಿರ ಹೆಕ್ಟೇರ್ ಪ್ರದೇಶದಲ್ಲಿ ಮಾವು ಬೆಳೆಯಲಾಗುತ್ತಿದೆ. ಪ್ರತಿವರ್ಷ 2.74 ಲಕ್ಷ ಟನ್ ಮಾವು ಉತ್ಪಾದನೆಯಾಗುತ್ತದೆ. ತೋಟಗಾರಿಕೆ ಇಲಾಖೆ ಅಧಿಕಾರಿಗಳು ಮಾರುಕಟ್ಟೆ ವ್ಯವಸ್ಥೆ ಕಲ್ಪಿಸಲು ಕ್ರಮ ಕೈಗೊಳ್ಳಬೇಕು. ಕೋಲ್ಡ್ ಸ್ಟೋರೇಜ್ ಘಟಕ ಸ್ಥಾಪನೆಯಾಗಬೇಕು. ಸಂಸ್ಕರಣಾ ಘಟಕಗಳ ಕೊರತೆಯೂ ರೈತರನ್ನು ಕಾಡುತ್ತಿದೆ. ಮಾವು ಅಭಿವೃದ್ಧಿ ನಿಗಮ ರೈತರ ನೆರವಿಗೆ ಧಾವಿಸಬೇಕು. ರಫ್ತು ಉತ್ತೇಜನಕ್ಕೂ ಒತ್ತು ನೀಡಬೇಕಿದೆ. ಈ ಬಾರಿ ಅಕಾಲಿಕ ಮಳೆಯಿಂದಲೂ ಬೆಳೆಗೆ ಹಾನಿಯಾಗಿದೆ. ಕಾಯಿ ಕಟ್ಟುವ ಹಂತದಲ್ಲಿ ಹೂವು ಉದುರಿದ ಪರಿಣಾಮ ಗುಣಮಟ್ಟವೂ ಕುಸಿದಿದೆ. xyxy=(210,79,405,194)
fact-bullet: ಪ್ರತಿವರ್ಷ 2.74 ಲಕ್ಷ ಟನ್ ಮಾವು ಉತ್ಪಾದನೆ xyxy=(787,260,915,276)
rate-cell: ಮಲ್ಲಿಕಾ xyxy=(631,240,686,253)
badge-brand: ದಿಗಂತ xyxy=(402,226,420,235)
bamul-headline: ಬಮುಲ್ ನಿರ್ದೇಶಕ ಭವಾನಿಶಂಕರ್‌ಗೆ ಅಭಿನಂದನೆ xyxy=(572,480,918,498)
fact-bullet: ಸಗಟು ದರ ಪ್ರತಿ ಕೆಜಿಗೆ 100ರಿಂದ 140ರೂ.ಗೆ ತಲುಪಿತ್ತು xyxy=(787,333,915,358)
fact-bullet: ಹಂಗಾಮಿನಲ್ಲಿ ಶೇ.30ರಿಂದ 40ರಷ್ಟು ಫಸಲಷ್ಟೇ ಇದ್ದರೂ ಬೆಲೆ ಕುಸಿತ xyxy=(787,235,915,260)
divider xyxy=(24,1106,918,1109)
story-headline: ಸ್ಕೌಟ್ ಮತ್ತು ಗೈಡ್ ಶಿಬಿರ xyxy=(61,378,154,391)
story-photo xyxy=(26,396,190,492)
side-quote-head: ಶೇ.70 ಮಾವು ಬೆಳೆ ಹಾನಿ xyxy=(684,298,780,311)
rate-cell: 05 xyxy=(686,228,721,241)
retire-caption: ಹೊಸಕೋಟೆ ತಾಲೂಕಿನ ವಿವಿಧ ವಿದ್ಯುತ್ ವಿತರಣಾ ಕೇಂದ್ರದಲ್ಲಿ ಎಇಇ ಆಗಿ ಕರ್ತವ್ಯ ನಿರ್ವಹಿಸಿ ನಿವೃತ್ತಿ ಹೊಂದಿದ ಸ್ಟೀಫನ್ ಥಾಮಸ್ ಅವರನ್ನು ಸನ್ಮಾನಿಸಿ ಅಭಿನಂದಿಸಲಾಯಿತು. xyxy=(396,632,549,658)
brand-name: ಹೊಸದಿಗಂತ xyxy=(60,8,163,36)
registration-marks xyxy=(332,1410,368,1429)
retire-body-cont: ಸುಮಾರು 33 ವರ್ಷ ಕಾಲ ಕರ್ನಾಟಕ ವಿದ್ಯುತ್ ವಿತರಣಾ ಕೇಂದ್ರದಲ್ಲಿ ಸೇವೆ ಸಲ್ಲಿಸಿರುವ ಸ್ಟೀಫನ್ ಥಾಮಸ್ ಅವರು ಜನರ ಪ್ರೀತಿ ಗಳಿಸಿದ್ದಾರೆ ಎಂದು ಬೆಸ್ಕಾಂ ಅಧಿಕಾರಿಗಳು ಶ್ಲಾಘಿಸಿದರು. ಹೊಸಕೋಟೆ ತಾಲೂಕಿನ ವಿವಿಧ ಉಪವಿಭಾಗಗಳಲ್ಲಿ ಕಾರ್ಯನಿರ್ವಹಿಸಿದ ಅವರು ಪ್ರಾಮಾಣಿಕತೆ ಹಾಗೂ ದಕ್ಷತೆಗೆ ಹೆಸರಾಗಿದ್ದರು. ನಿವೃತ್ತಿ ಬಳಿಕವೂ ಸಮಾಜ ಸೇವೆಯಲ್ಲಿ ತೊಡಗಿಸಿಕೊಳ್ಳಬೇಕು ಎಂದು ಸಲಹೆ ನೀಡಿದರು. ಈ ಸಂದರ್ಭದಲ್ಲಿ ಸಿಬ್ಬಂದಿ ವರ್ಗ, ಗುತ್ತಿಗೆದಾರರು, ಸಾರ್ವಜನಿಕರು ಅವರನ್ನು ಸನ್ಮಾನಿಸಿ ಬೀಳ್ಕೊಟ್ಟರು. ಸ್ಟೀಫನ್ ಥಾಮಸ್ ಮಾತನಾಡಿ, ಇಲಾಖೆಯಲ್ಲಿ ಸಹಕಾರ ನೀಡಿದ ಎಲ್ಲರಿಗೂ ಕೃತಜ್ಞತೆ ಸಲ್ಲಿಸಿದರು. ಕುಟುಂಬದ ಸದಸ್ಯರು, ಸ್ನೇಹಿತರು ಉಪಸ್ಥಿತರಿದ್ದರು. xyxy=(396,681,562,751)
retire-body: ಸೂಲಿಬೆಲೆ: ಸುಮಾರು 33 ವರ್ಷ ಕಾಲ ಕರ್ನಾಟಕ ವಿದ್ಯುತ್ ವಿತರಣಾ ಕೇಂದ್ರದಲ್ಲಿ ಸೇವೆ ಸಲ್ಲಿಸಿರುವ ಸ್ಟೀಫನ್ ಥಾಮಸ್ ಅವರು ಜನರ ಪ್ರೀತಿ ಗಳಿಸಿದ್ದಾರೆ ಎಂದು ಬೆಸ್ಕಾಂ ಅಧಿಕಾರಿಗಳು ಶ್ಲಾಘಿಸಿದರು. ಹೊಸಕೋಟೆ ತಾಲೂಕಿನ ವಿವಿಧ ಉಪವಿಭಾಗಗಳಲ್ಲಿ ಕಾರ್ಯನಿರ್ವಹಿಸಿದ ಅವರು ಪ್ರಾಮಾಣಿಕತೆ ಹಾಗೂ ದಕ್ಷತೆಗೆ ಹೆಸರಾಗಿದ್ದರು. ನಿವೃತ್ತಿ ಬಳಿಕವೂ ಸಮಾಜ ಸೇವೆಯಲ್ಲಿ ತೊಡಗಿಸಿಕೊಳ್ಳಬೇಕು ಎಂದು ಸಲಹೆ ನೀಡಿದರು. ಈ ಸಂದರ್ಭದಲ್ಲಿ ಸಿಬ್ಬಂದಿ ವರ್ಗ, ಗುತ್ತಿಗೆದಾರರು, ಸಾರ್ವಜನಿಕರು ಅವರನ್ನು ಸನ್ಮಾನಿಸಿ ಬೀಳ್ಕೊಟ್ಟರು. ಸ್ಟೀಫನ್ ಥಾಮಸ್ ಮಾತನಾಡಿ, ಇಲಾಖೆಯಲ್ಲಿ ಸಹಕಾರ ನೀಡಿದ ಎಲ್ಲರಿಗೂ ಕೃತಜ್ಞತೆ ಸಲ್ಲಿಸಿದರು. ಕುಟುಂಬದ ಸದಸ್ಯರು, ಸ್ನೇಹಿತರು ಉಪಸ್ಥಿತರಿದ್ದರು. xyxy=(208,533,391,603)
right-head: ಮಾರಾಟಗಾರರಿಗೆ ಲಾಭ-ರೈತರಿಗೆ ನಷ್ಟ xyxy=(784,64,896,75)
waterman-headline: ವಾಟರ್‌ಮ್ಯಾನ್ ನೇಮಕಕ್ಕೆ ಶೀಘ್ರವೇ ಆದೇಶ xyxy=(549,1124,793,1145)
brand-block xyxy=(26,6,248,60)
fact-bullets xyxy=(784,233,918,375)
waterman-kicker: ವಾಟರ್‌ಮನ್‌ಗಳಿಂದ ವಿವಿಧ ಬೇಡಿಕೆ ಈಡೇರಿಕೆಗೆ ಶಾಸಕರಿಗೆ ಮನವಿ ಸಲ್ಲಿಕೆ xyxy=(567,1112,775,1122)
temple-body-cont: ಮುದ್ದನಾಯಕನಹಳ್ಳಿ ಹಾಗೂ ಶ್ರೀರಾಮನಹಳ್ಳಿ ಗ್ರಾಮಗಳ ವಿವಿಧ ದೇವಾಲಯಗಳಲ್ಲಿ ಬಿಜೆಪಿ ಕಾರ್ಯಕರ್ತರು ವಿಶೇಷ ಪೂಜೆ ಸಲ್ಲಿಸಿದರು. ಪಕ್ಷದ ಜಿಲ್ಲಾಧ್ಯಕ್ಷರು ಮಾತನಾಡಿ, ದೇಶದ ಸಮೃದ್ಧಿ ಹಾಗೂ ಜನರ ಕಲ್ಯಾಣಕ್ಕಾಗಿ ಪ್ರಾರ್ಥನೆ ಸಲ್ಲಿಸಲಾಗಿದೆ ಎಂದರು. ಈ ಸಂದರ್ಭದಲ್ಲಿ ಮುಖಂಡರು, ಗ್ರಾಮಸ್ಥರು, ಮಹಿಳಾ ಮೋರ್ಚಾ ಪದಾಧಿಕಾರಿಗಳು ಭಾಗವಹಿಸಿದ್ದರು. ಪೂಜೆಯ ನಂತರ ಪ್ರಸಾದ ವಿತರಣೆ ಮಾಡಲಾಯಿತು. xyxy=(390,1003,562,1046)
rate-cell: 04 xyxy=(686,203,721,216)
